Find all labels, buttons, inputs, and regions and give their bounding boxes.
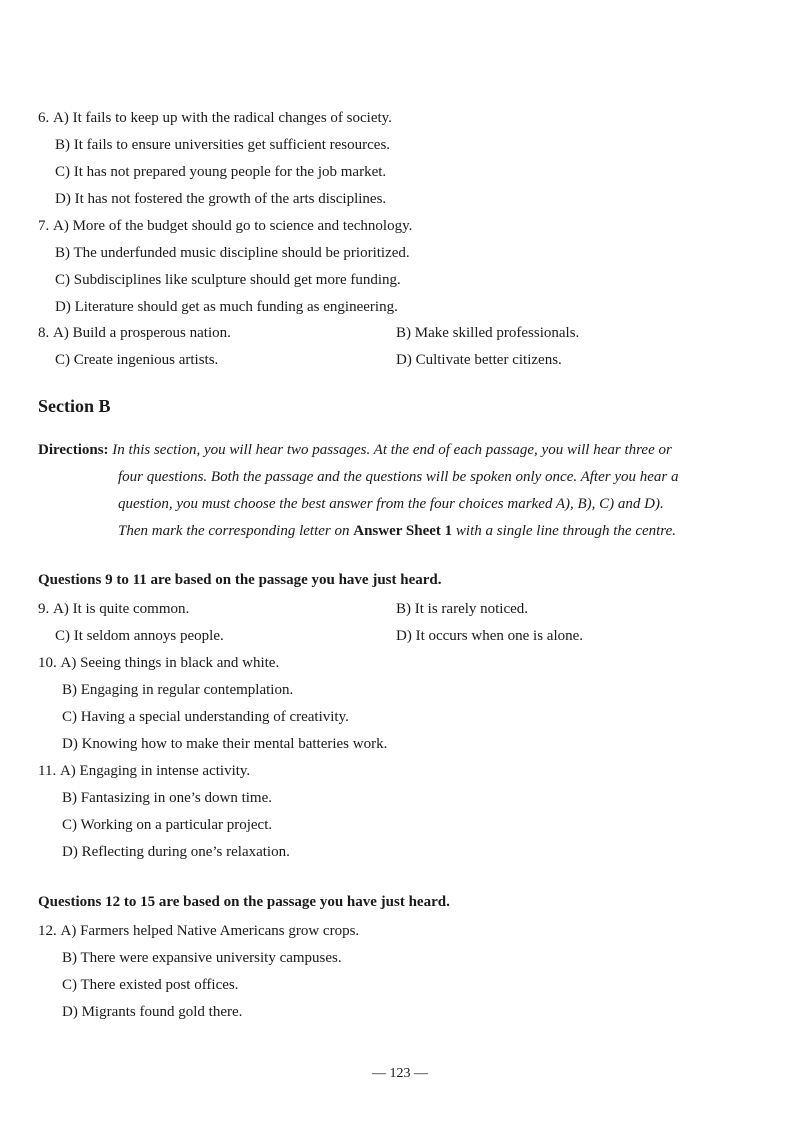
option-letter: A) [60,923,77,939]
question-number: 10. [38,655,57,671]
question-11-option-c [62,815,272,835]
option-text: Fantasizing in one’s down time. [80,790,272,806]
option-text: Build a prosperous nation. [72,325,231,341]
question-12-option-a [38,921,359,941]
question-number: 8. [38,325,50,341]
question-number: 12. [38,923,57,939]
question-12-option-b [62,948,342,968]
question-6-option-b [55,135,390,155]
option-text: Reflecting during one’s relaxation. [81,844,290,860]
option-text: It fails to ensure universities get sufficient resources. [73,137,391,153]
question-7-option-c [55,270,401,290]
question-10-option-b [62,680,293,700]
option-text: Farmers helped Native Americans grow crops. [80,923,360,939]
page-number: — 123 — [372,1066,428,1081]
option-text: Literature should get as much funding as engineering. [74,299,398,315]
option-letter: B) [62,790,77,806]
option-letter: B) [62,682,77,698]
option-text: There existed post offices. [80,977,239,993]
option-letter: A) [53,218,69,234]
option-text: It has not prepared young people for the job market. [73,164,387,180]
directions [38,437,738,545]
option-letter: B) [62,950,77,966]
option-letter: D) [396,628,412,644]
question-7-option-b [55,243,410,263]
option-text: Working on a particular project. [80,817,273,833]
question-11-option-a [38,761,250,781]
option-letter: C) [62,709,77,725]
question-9-option-d [396,626,583,646]
option-letter: C) [55,164,70,180]
option-text: Migrants found gold there. [81,1004,243,1020]
option-text: Make skilled professionals. [414,325,580,341]
question-8-option-a [38,323,231,343]
questions-12-15-header: Questions 12 to 15 are based on the passage you have just heard. [38,894,450,910]
option-letter: D) [62,1004,78,1020]
option-letter: D) [55,191,71,207]
option-text: It fails to keep up with the radical changes of society. [72,110,392,126]
option-letter: C) [55,272,70,288]
option-text: Create ingenious artists. [73,352,219,368]
question-8-option-c [55,350,218,370]
option-text: It occurs when one is alone. [415,628,584,644]
option-letter: C) [55,628,70,644]
question-8-option-d [396,350,562,370]
question-6-option-d [55,189,386,209]
answer-sheet-reference: Answer Sheet 1 [353,523,453,539]
option-text: There were expansive university campuses. [80,950,342,966]
option-letter: B) [396,325,411,341]
question-9-option-a [38,599,189,619]
question-10-option-d [62,734,387,754]
option-text: Knowing how to make their mental batteries work. [81,736,388,752]
option-text: It is quite common. [72,601,190,617]
question-12-option-d [62,1002,242,1022]
directions-line-4-pre: Then mark the corresponding letter on [118,523,354,539]
question-9-option-b [396,599,528,619]
option-text: Having a special understanding of creativity. [80,709,349,725]
question-6-option-a [38,108,392,128]
option-letter: D) [396,352,412,368]
option-text: It seldom annoys people. [73,628,224,644]
option-letter: C) [62,817,77,833]
question-6-option-c [55,162,386,182]
option-text: Engaging in intense activity. [79,763,251,779]
question-10-option-a [38,653,279,673]
option-text: Seeing things in black and white. [80,655,280,671]
option-text: Engaging in regular contemplation. [80,682,294,698]
option-letter: A) [53,325,69,341]
question-10-option-c [62,707,349,727]
option-letter: B) [55,137,70,153]
option-letter: B) [55,245,70,261]
question-12-option-c [62,975,239,995]
option-letter: B) [396,601,411,617]
question-number: 11. [38,763,57,779]
option-letter: D) [62,736,78,752]
directions-line-1: In this section, you will hear two passages. At the end of each passage, you will hear three or [112,442,672,458]
option-letter: D) [55,299,71,315]
option-text: Subdisciplines like sculpture should get more funding. [73,272,401,288]
directions-line-2: four questions. Both the passage and the questions will be spoken only once. After you hear a [118,469,679,485]
question-number: 6. [38,110,50,126]
option-letter: A) [59,763,76,779]
question-9-option-c [55,626,224,646]
question-8-option-b [396,323,579,343]
option-letter: C) [62,977,77,993]
directions-line-4 [38,518,738,545]
option-letter: A) [60,655,77,671]
option-text: It has not fostered the growth of the arts disciplines. [74,191,387,207]
option-text: Cultivate better citizens. [415,352,562,368]
directions-line-4-post: with a single line through the centre. [452,523,676,539]
option-letter: C) [55,352,70,368]
directions-label: Directions: [38,442,109,458]
question-7-option-d [55,297,398,317]
question-number: 7. [38,218,50,234]
option-text: The underfunded music discipline should be prioritized. [73,245,410,261]
option-letter: D) [62,844,78,860]
option-text: It is rarely noticed. [414,601,529,617]
questions-9-11-header: Questions 9 to 11 are based on the passage you have just heard. [38,572,442,588]
directions-line-3: question, you must choose the best answer from the four choices marked A), B), C) and D). [118,496,664,512]
option-letter: A) [53,110,69,126]
question-7-option-a [38,216,412,236]
section-title: Section B [38,396,111,416]
option-text: More of the budget should go to science and technology. [72,218,413,234]
question-11-option-d [62,842,290,862]
question-number: 9. [38,601,50,617]
question-11-option-b [62,788,272,808]
option-letter: A) [53,601,69,617]
